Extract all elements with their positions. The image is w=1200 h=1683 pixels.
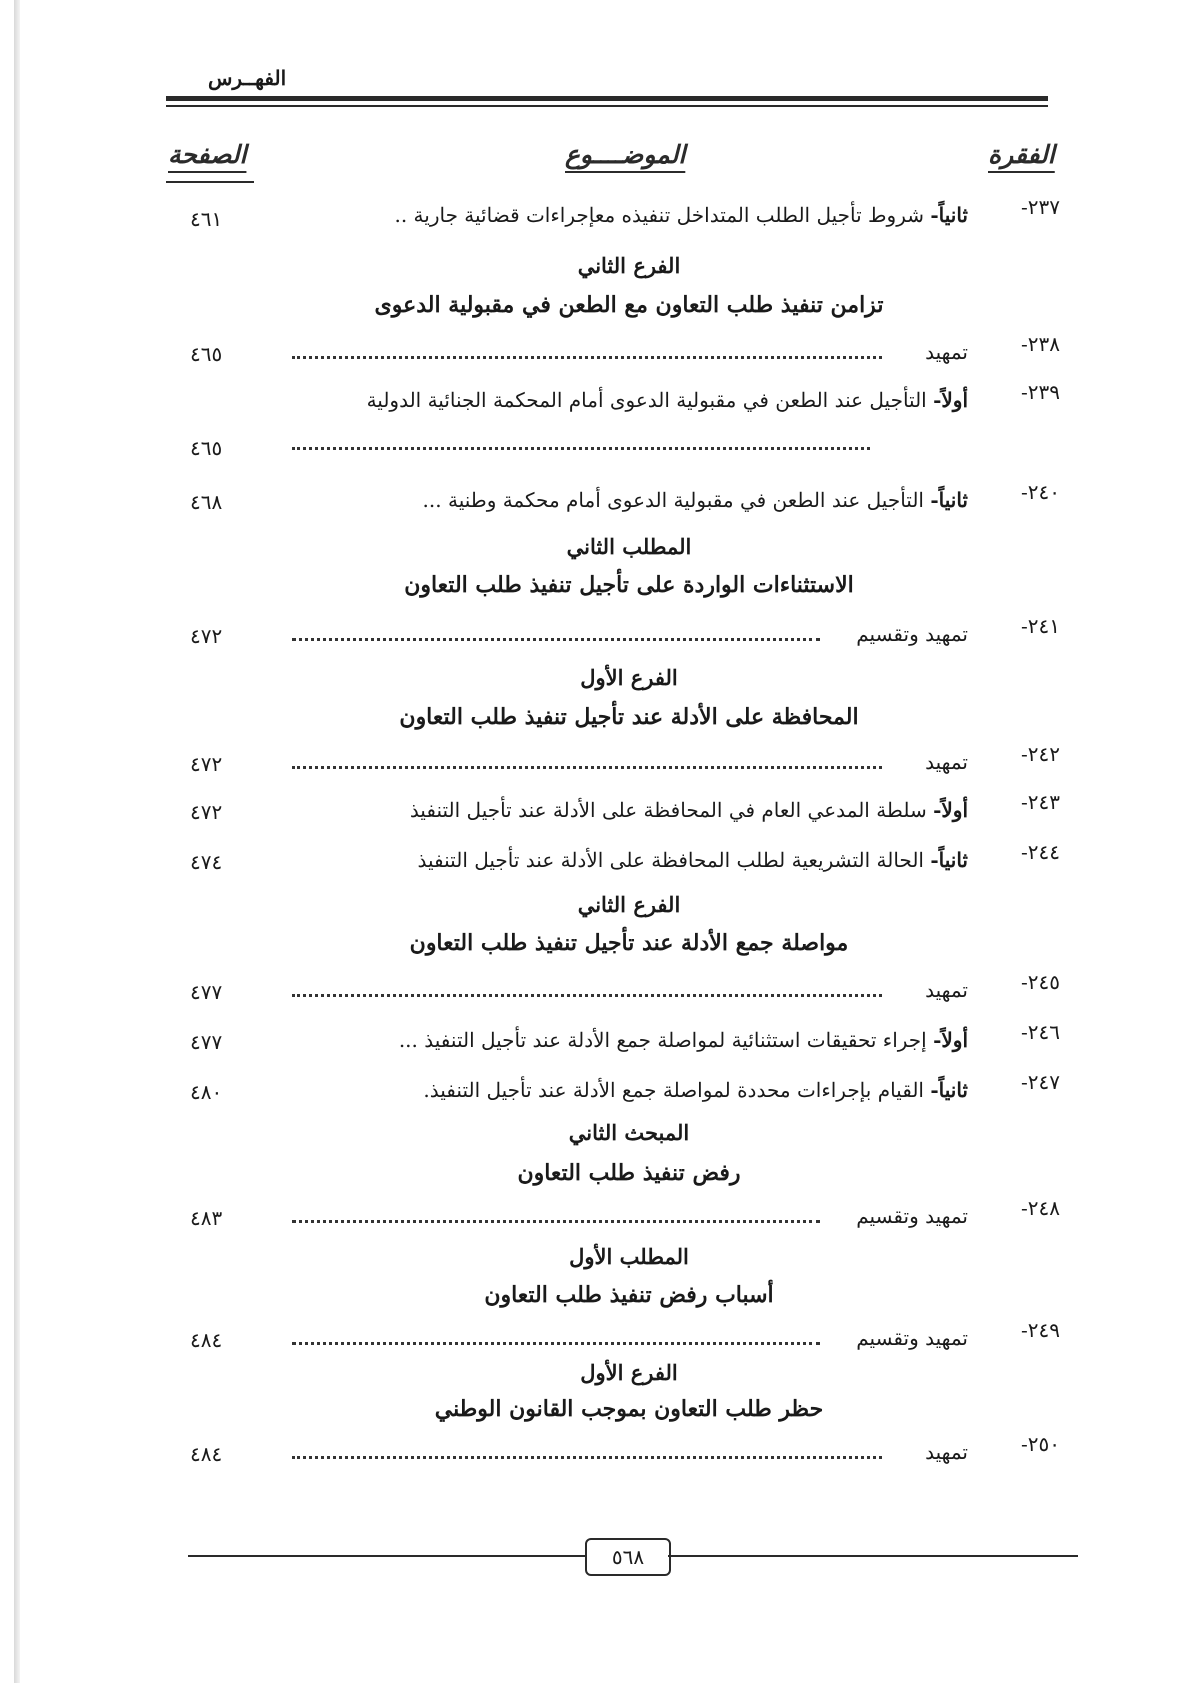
entry-page: ٤٨٠ [190, 1080, 223, 1104]
section-heading: الفرع الثاني [577, 253, 681, 278]
footer-rule [188, 1555, 585, 1557]
entry-title: تمهيد [925, 750, 968, 774]
toc-entry [0, 1432, 1200, 1472]
entry-number: ٢٤١- [1021, 614, 1060, 638]
entry-page: ٤٦٥ [190, 436, 223, 460]
section-title: حظر طلب التعاون بموجب القانون الوطني [434, 1396, 824, 1422]
section-title: مواصلة جمع الأدلة عند تأجيل تنفيذ طلب التعاون [409, 930, 849, 956]
section-heading: المطلب الثاني [566, 534, 692, 559]
entry-title: تمهيد [925, 340, 968, 364]
section-heading: المطلب الأول [569, 1244, 689, 1269]
entry-title: تمهيد [925, 1440, 968, 1464]
entry-number: ٢٤٤- [1021, 840, 1060, 864]
entry-title: تمهيد وتقسيم [856, 1204, 968, 1228]
entry-page: ٤٦٥ [190, 342, 223, 366]
page-number: ٥٦٨ [585, 1538, 671, 1576]
section-title: رفض تنفيذ طلب التعاون [517, 1160, 741, 1186]
entry-page: ٤٧٧ [190, 1030, 223, 1054]
entry-title: أولاً- إجراء تحقيقات استثنائية لمواصلة جمع الأدلة عند تأجيل التنفيذ ... [398, 1028, 968, 1052]
leader-dots [292, 994, 882, 997]
entry-number: ٢٤٢- [1021, 742, 1060, 766]
entry-number: ٢٤٦- [1021, 1020, 1060, 1044]
top-rule-thin [166, 105, 1048, 107]
section-heading: المبحث الثاني [568, 1120, 690, 1145]
toc-entry [0, 742, 1200, 782]
entry-title: تمهيد [925, 978, 968, 1002]
header-rule [166, 181, 254, 183]
column-header-paragraph: الفقرة [988, 140, 1055, 169]
entry-title: تمهيد وتقسيم [856, 622, 968, 646]
entry-number: ٢٤٠- [1021, 480, 1060, 504]
entry-number: ٢٤٥- [1021, 970, 1060, 994]
entry-page: ٤٦١ [190, 207, 223, 231]
entry-title: ثانياً- التأجيل عند الطعن في مقبولية الدعوى أمام محكمة وطنية ... [422, 488, 968, 512]
toc-entry [0, 790, 1200, 830]
entry-title: ثانياً- شروط تأجيل الطلب المتداخل تنفيذه معإجراءات قضائية جارية .. [394, 203, 968, 227]
column-header-page: الصفحة [168, 140, 247, 169]
entry-page: ٤٨٤ [190, 1442, 223, 1466]
section-heading: الفرع الأول [580, 665, 678, 690]
leader-dots [292, 356, 882, 359]
section-heading: الفرع الثاني [577, 892, 681, 917]
entry-number: ٢٣٨- [1021, 332, 1060, 356]
toc-entry [0, 1070, 1200, 1110]
entry-page: ٤٧٤ [190, 850, 223, 874]
entry-page: ٤٧٢ [190, 624, 223, 648]
entry-title: ثانياً- القيام بإجراءات محددة لمواصلة جمع الأدلة عند تأجيل التنفيذ. [423, 1078, 968, 1102]
toc-entry [0, 332, 1200, 372]
column-header-topic: الموضــــوع [565, 140, 686, 169]
entry-number: ٢٤٨- [1021, 1196, 1060, 1220]
toc-entry [0, 1020, 1200, 1060]
leader-dots [292, 447, 870, 450]
toc-entry [0, 614, 1200, 654]
section-title: المحافظة على الأدلة عند تأجيل تنفيذ طلب التعاون [399, 704, 859, 730]
entry-page: ٤٧٢ [190, 800, 223, 824]
entry-page: ٤٨٤ [190, 1328, 223, 1352]
leader-dots [292, 766, 882, 769]
entry-page: ٤٧٢ [190, 752, 223, 776]
entry-number: ٢٣٩- [1021, 380, 1060, 404]
top-rule [166, 96, 1048, 101]
toc-entry [0, 480, 1200, 520]
entry-page: ٤٦٨ [190, 490, 223, 514]
entry-number: ٢٤٩- [1021, 1318, 1060, 1342]
entry-page: ٤٨٣ [190, 1206, 223, 1230]
section-title: أسباب رفض تنفيذ طلب التعاون [484, 1282, 774, 1308]
toc-entry [0, 195, 1200, 235]
entry-number: ٢٤٣- [1021, 790, 1060, 814]
entry-title: أولاً- التأجيل عند الطعن في مقبولية الدعوى أمام المحكمة الجنائية الدولية [366, 388, 968, 412]
entry-title: أولاً- سلطة المدعي العام في المحافظة على الأدلة عند تأجيل التنفيذ [409, 798, 968, 822]
entry-page: ٤٧٧ [190, 980, 223, 1004]
entry-number: ٢٣٧- [1021, 195, 1060, 219]
toc-entry [0, 1196, 1200, 1236]
leader-dots [292, 1456, 882, 1459]
leader-dots [292, 638, 820, 641]
leader-dots [292, 1220, 820, 1223]
toc-entry [0, 1318, 1200, 1358]
leader-dots [292, 1342, 820, 1345]
toc-entry [0, 970, 1200, 1010]
entry-number: ٢٥٠- [1021, 1432, 1060, 1456]
section-heading: الفرع الأول [580, 1360, 678, 1385]
entry-title: تمهيد وتقسيم [856, 1326, 968, 1350]
running-head: الفهــرس [208, 66, 287, 90]
entry-title: ثانياً- الحالة التشريعية لطلب المحافظة على الأدلة عند تأجيل التنفيذ [417, 848, 968, 872]
entry-number: ٢٤٧- [1021, 1070, 1060, 1094]
section-title: الاستثناءات الواردة على تأجيل تنفيذ طلب التعاون [404, 572, 854, 598]
footer-rule [668, 1555, 1078, 1557]
toc-entry [0, 840, 1200, 880]
section-title: تزامن تنفيذ طلب التعاون مع الطعن في مقبولية الدعوى [374, 292, 884, 318]
